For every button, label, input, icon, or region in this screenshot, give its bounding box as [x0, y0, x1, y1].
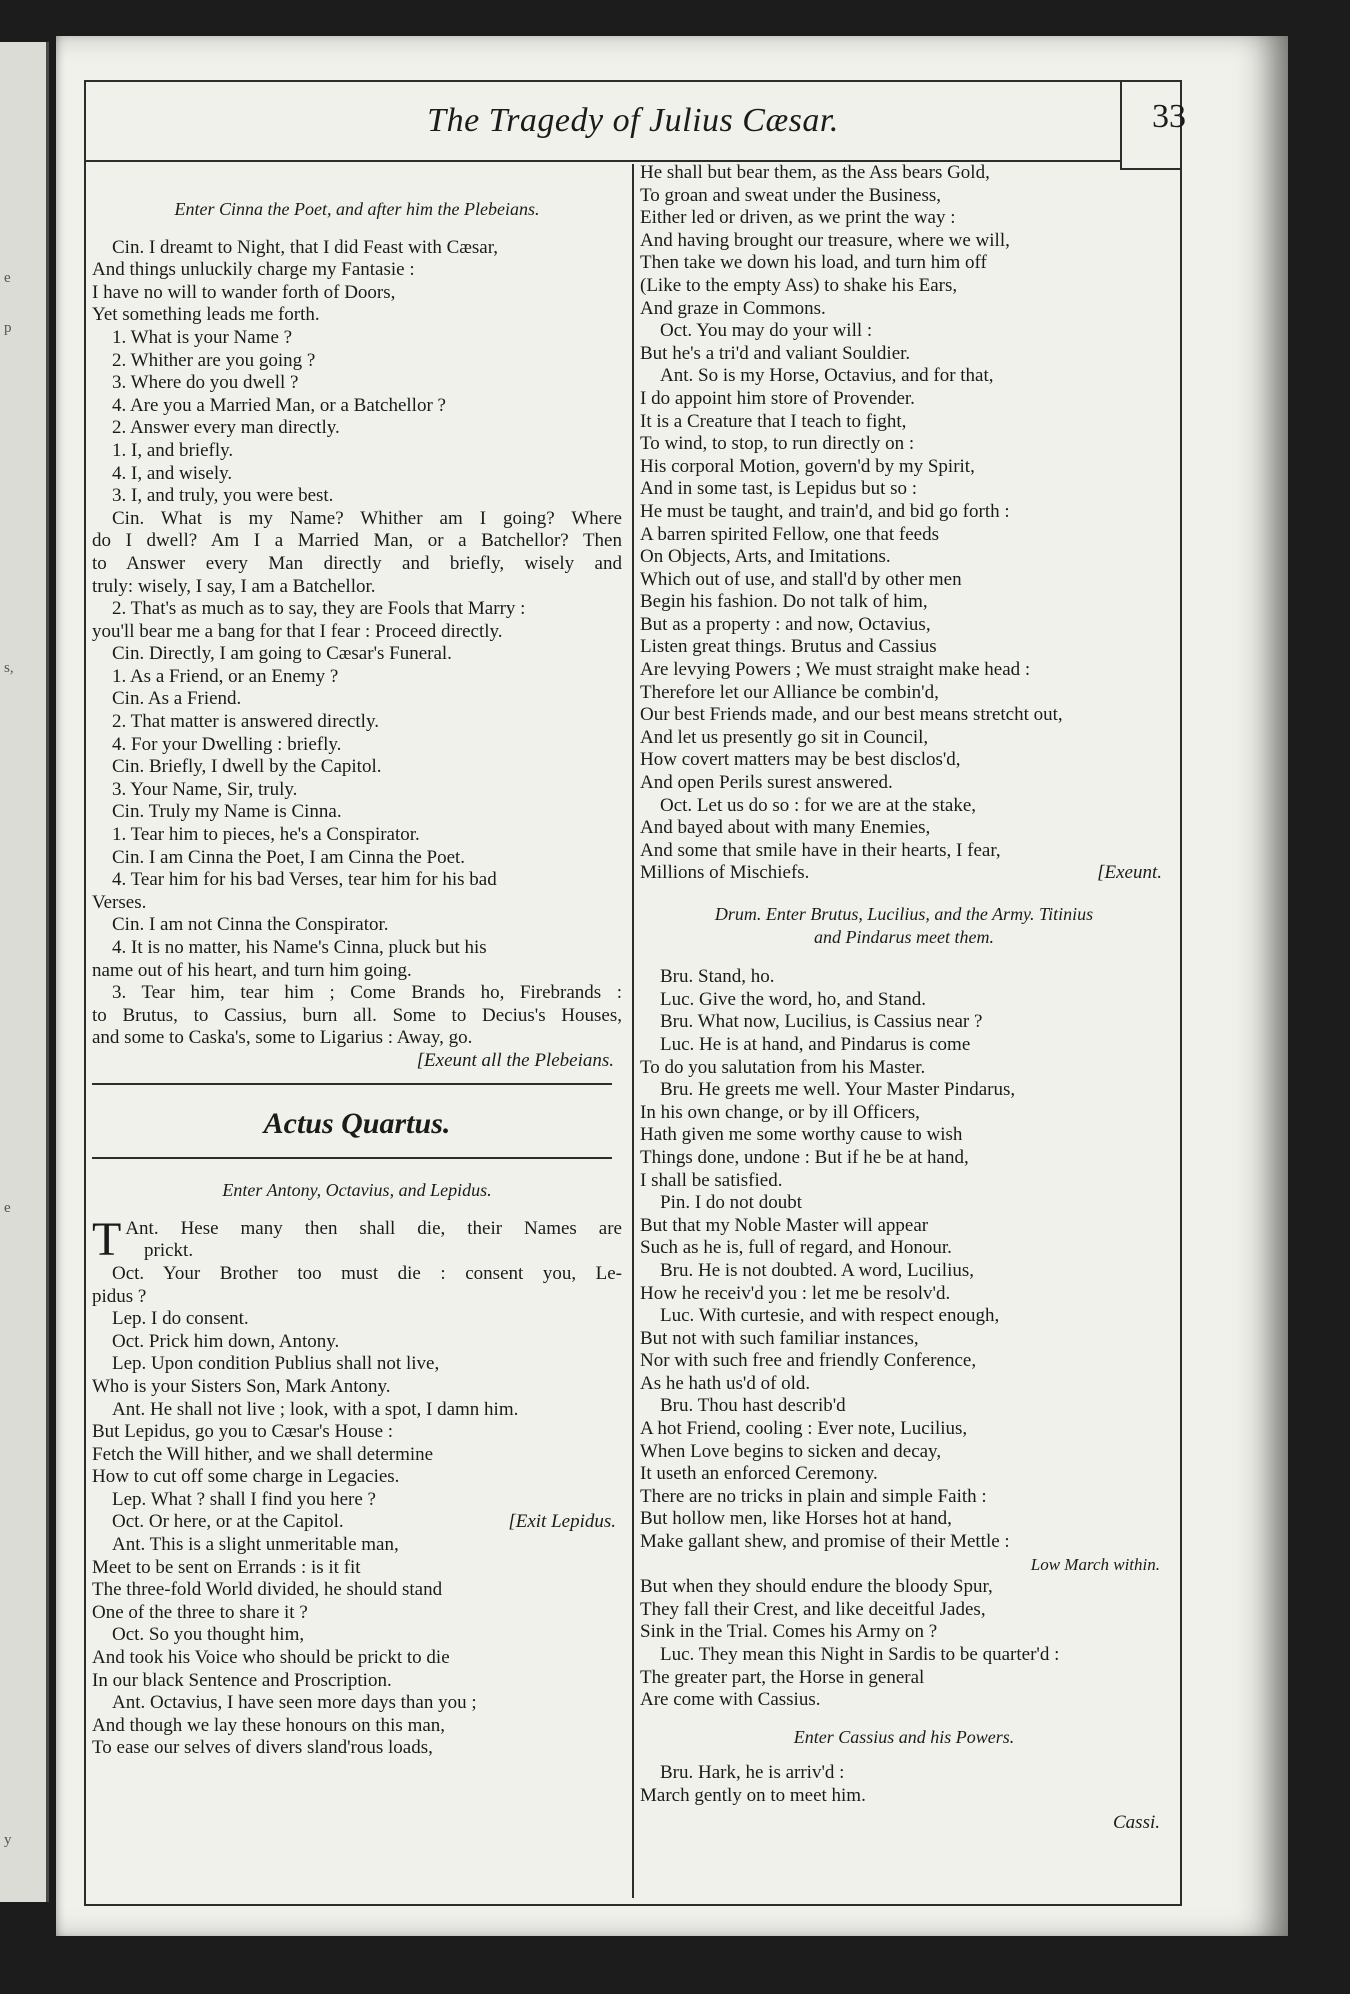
text-line: Luc. They mean this Night in Sardis to be quarter'd :: [660, 1644, 1060, 1665]
text-line: 1. As a Friend, or an Enemy ?: [112, 665, 339, 687]
text-line: Ant. This is a slight unmeritable man,: [112, 1534, 399, 1556]
opening-lines: [92, 1212, 622, 1266]
margin-fragment: p: [4, 320, 12, 336]
text-line: Ant. Hese many then shall die, their Names are: [125, 1217, 622, 1239]
text-line: 1. What is your Name ?: [112, 326, 293, 348]
text-line: Cin. Truly my Name is Cinna.: [112, 801, 342, 823]
text-line: And graze in Commons.: [640, 297, 826, 319]
text-line: His corporal Motion, govern'd by my Spirit,: [640, 455, 975, 477]
text-line: And things unluckily charge my Fantasie :: [92, 259, 415, 281]
text-line: Millions of Mischiefs. [Exeunt.: [640, 862, 1168, 885]
margin-fragment: y: [4, 1832, 12, 1848]
text-line: Bru. Stand, ho.: [660, 966, 775, 988]
text-line: When Love begins to sicken and decay,: [640, 1440, 942, 1462]
text-line: Cin. I am not Cinna the Conspirator.: [112, 914, 389, 936]
text-line: Oct. Or here, or at the Capitol. [Exit Lepidus.: [92, 1511, 622, 1534]
text-line: Pin. I do not doubt: [660, 1192, 802, 1214]
stage-direction: Enter Cassius and his Powers.: [793, 1726, 1015, 1747]
text-line: They fall their Crest, and like deceitful Jades,: [640, 1598, 986, 1620]
text-line: Oct. Let us do so : for we are at the stake,: [660, 794, 977, 816]
text-line: Bru. Hark, he is arriv'd :: [660, 1762, 845, 1784]
text-line: Then take we down his load, and turn him off: [640, 252, 987, 274]
text-block: [640, 966, 1168, 1553]
text-line: Oct. Prick him down, Antony.: [112, 1330, 340, 1352]
section-rule: [92, 1157, 612, 1159]
text-block: [92, 1263, 622, 1760]
catchword: Cassi.: [1113, 1811, 1160, 1833]
text-line: Our best Friends made, and our best means stretcht out,: [640, 704, 1063, 726]
text-line: And though we lay these honours on this man,: [92, 1714, 446, 1736]
text-line: Cin. Briefly, I dwell by the Capitol.: [112, 756, 382, 778]
text-line: Bru. What now, Lucilius, is Cassius near ?: [660, 1011, 983, 1033]
text-line: Therefore let our Alliance be combin'd,: [640, 681, 939, 703]
text-line: Bru. Thou hast describ'd: [660, 1395, 846, 1417]
text-line: Bru. He is not doubted. A word, Lucilius,: [660, 1259, 975, 1281]
text-line: do I dwell? Am I a Married Man, or a Batchellor? Then: [92, 530, 622, 552]
text-line: 2. Answer every man directly.: [112, 417, 340, 439]
text-line: Things done, undone : But if he be at hand,: [640, 1146, 969, 1168]
text-line: 4. For your Dwelling : briefly.: [112, 733, 342, 755]
text-line: 4. Tear him for his bad Verses, tear him for his bad: [112, 869, 497, 891]
stage-direction-exit: [Exeunt.: [1097, 862, 1162, 884]
text-line: 4. It is no matter, his Name's Cinna, pluck but his: [112, 937, 487, 958]
text-line: Nor with such free and friendly Conference,: [640, 1350, 977, 1372]
text-line: A hot Friend, cooling : Ever note, Lucilius,: [640, 1418, 968, 1440]
text-line: (Like to the empty Ass) to shake his Ears,: [640, 274, 958, 296]
text-line: Are come with Cassius.: [640, 1689, 821, 1711]
text-line: Are levying Powers ; We must straight make head :: [640, 659, 1031, 681]
text-line: Such as he is, full of regard, and Honour.: [640, 1237, 952, 1259]
text-line: But hollow men, like Horses hot at hand,: [640, 1508, 952, 1530]
running-title: The Tragedy of Julius Cæsar.: [427, 102, 839, 139]
text-line: 1. I, and briefly.: [112, 439, 234, 461]
text-line: As he hath us'd of old.: [640, 1372, 811, 1394]
text-line: It useth an enforced Ceremony.: [640, 1463, 878, 1485]
text-line: In his own change, or by ill Officers,: [640, 1101, 920, 1123]
text-line: There are no tricks in plain and simple Faith :: [640, 1485, 987, 1507]
text-line: But that my Noble Master will appear: [640, 1214, 929, 1236]
text-line: 3. Where do you dwell ?: [112, 372, 299, 394]
stage-direction: Enter Antony, Octavius, and Lepidus.: [222, 1180, 492, 1201]
right-column: [640, 162, 1168, 1834]
text-line: To do you salutation from his Master.: [640, 1056, 926, 1078]
text-line: But as a property : and now, Octavius,: [640, 613, 931, 635]
text-line: 3. Tear him, tear him ; Come Brands ho, Firebrands :: [112, 982, 622, 1004]
text-line: But not with such familiar instances,: [640, 1327, 919, 1349]
text-line: Cin. I am Cinna the Poet, I am Cinna the Poet.: [112, 846, 466, 868]
text-line: 2. Whither are you going ?: [112, 349, 316, 371]
text-line: I have no will to wander forth of Doors,: [92, 281, 396, 303]
text-line: Luc. He is at hand, and Pindarus is come: [660, 1033, 971, 1055]
text-line: truly: wisely, I say, I am a Batchellor.: [92, 575, 376, 597]
text-line: to Answer every Man directly and briefly, wisely and: [92, 552, 622, 574]
text-line: And bayed about with many Enemies,: [640, 817, 931, 839]
text-line: 2. That's as much as to say, they are Fools that Marry :: [112, 598, 526, 620]
text-line: Who is your Sisters Son, Mark Antony.: [92, 1375, 391, 1397]
text-block: [640, 1762, 1168, 1807]
text-line: To ease our selves of divers sland'rous loads,: [92, 1737, 433, 1759]
text-line: I do appoint him store of Provender.: [640, 387, 915, 409]
text-line: Cin. I dreamt to Night, that I did Feast with Cæsar,: [112, 236, 499, 258]
text-line: Oct. So you thought him,: [112, 1624, 305, 1646]
text-line: But he's a tri'd and valiant Souldier.: [640, 342, 911, 364]
text-line: And open Perils surest answered.: [640, 772, 893, 794]
text-line: 2. That matter is answered directly.: [112, 711, 379, 733]
text-line: Which out of use, and stall'd by other men: [640, 568, 962, 590]
text-line: Meet to be sent on Errands : is it fit: [92, 1556, 361, 1578]
text-line: Cin. As a Friend.: [112, 688, 242, 710]
page-number: 33: [1152, 98, 1186, 135]
text-line: Listen great things. Brutus and Cassius: [640, 636, 937, 658]
text-line: Bru. He greets me well. Your Master Pindarus,: [660, 1079, 1016, 1101]
text-block: [640, 1576, 1168, 1712]
text-line: To groan and sweat under the Business,: [640, 184, 942, 206]
text-line: you'll bear me a bang for that I fear : Proceed directly.: [92, 620, 503, 642]
text-line: to Brutus, to Cassius, burn all. Some to Decius's Houses,: [92, 1004, 622, 1026]
text-line: To wind, to stop, to run directly on :: [640, 433, 915, 455]
text-line: One of the three to share it ?: [92, 1601, 308, 1623]
page-frame: [84, 80, 1186, 1906]
text-line: prickt.: [144, 1240, 194, 1262]
text-line: 4. Are you a Married Man, or a Batchellor ?: [112, 394, 446, 416]
text-line: How covert matters may be best disclos'd,: [640, 749, 961, 771]
text-line: And took his Voice who should be prickt to die: [92, 1647, 450, 1669]
column-divider: [632, 164, 634, 1898]
text-line: I shall be satisfied.: [640, 1169, 783, 1191]
text-line: The greater part, the Horse in general: [640, 1666, 925, 1688]
text-line: 3. I, and truly, you were best.: [112, 485, 334, 507]
text-line: Ant. He shall not live ; look, with a spot, I damn him.: [112, 1398, 519, 1420]
book-page: [56, 36, 1288, 1936]
text-line: And having brought our treasure, where we will,: [640, 229, 1010, 251]
stage-direction: Drum. Enter Brutus, Lucilius, and the Army. Titinius: [714, 904, 1094, 924]
text-line: Verses.: [92, 891, 147, 913]
text-line: pidus ?: [92, 1285, 147, 1307]
text-line: Either led or driven, as we print the way :: [640, 207, 956, 229]
text-line: But Lepidus, go you to Cæsar's House :: [92, 1421, 394, 1443]
stage-direction: Enter Cinna the Poet, and after him the Plebeians.: [174, 199, 540, 219]
text-line: Luc. Give the word, ho, and Stand.: [660, 988, 926, 1010]
text-line: Cin. What is my Name? Whither am I going? Where: [112, 507, 622, 529]
text-line: 1. Tear him to pieces, he's a Conspirator.: [112, 824, 420, 846]
text-line: Hath given me some worthy cause to wish: [640, 1124, 963, 1146]
text-line: and some to Caska's, some to Ligarius : Away, go.: [92, 1027, 473, 1049]
text-line: Cin. Directly, I am going to Cæsar's Funeral.: [112, 643, 452, 665]
stage-direction: Low March within.: [1030, 1554, 1160, 1574]
stage-direction: and Pindarus meet them.: [814, 926, 994, 947]
text-line: Oct. You may do your will :: [660, 320, 873, 342]
text-line: Luc. With curtesie, and with respect enough,: [660, 1305, 1000, 1327]
text-line: Ant. So is my Horse, Octavius, and for that,: [660, 365, 994, 387]
text-line: Fetch the Will hither, and we shall determine: [92, 1443, 434, 1465]
text-line: But when they should endure the bloody Spur,: [640, 1576, 993, 1598]
text-line: Yet something leads me forth.: [92, 304, 320, 326]
text-line: He shall but bear them, as the Ass bears Gold,: [640, 162, 990, 183]
text-line: Lep. Upon condition Publius shall not live,: [112, 1353, 440, 1375]
drop-capital: T: [92, 1212, 122, 1266]
left-column: [92, 162, 622, 1760]
text-block: [92, 237, 622, 1050]
act-heading: Actus Quartus.: [263, 1106, 451, 1140]
text-block: [640, 162, 1168, 885]
text-line: A barren spirited Fellow, one that feeds: [640, 523, 939, 545]
text-line: And some that smile have in their hearts, I fear,: [640, 839, 1001, 861]
text-line: Sink in the Trial. Comes his Army on ?: [640, 1621, 938, 1643]
facing-page-edge: [0, 42, 49, 1902]
text-line: In our black Sentence and Proscription.: [92, 1669, 392, 1691]
margin-fragment: s,: [4, 660, 14, 676]
text-line: Make gallant shew, and promise of their Mettle :: [640, 1531, 1010, 1553]
stage-direction-exit: [Exeunt all the Plebeians.: [416, 1049, 614, 1071]
stage-direction-exit: [Exit Lepidus.: [508, 1511, 616, 1533]
text-line: He must be taught, and train'd, and bid go forth :: [640, 500, 1010, 522]
text-line: The three-fold World divided, he should stand: [92, 1579, 443, 1601]
text-line: Begin his fashion. Do not talk of him,: [640, 591, 928, 613]
text-line: Oct. Your Brother too must die : consent you, Le-: [112, 1262, 622, 1284]
text-line: Lep. I do consent.: [112, 1308, 249, 1330]
text-line: How to cut off some charge in Legacies.: [92, 1466, 400, 1488]
text-line: 3. Your Name, Sir, truly.: [112, 778, 298, 800]
text-line: Ant. Octavius, I have seen more days than you ;: [112, 1692, 477, 1714]
text-line: name out of his heart, and turn him going.: [92, 959, 412, 981]
text-line: And in some tast, is Lepidus but so :: [640, 478, 918, 500]
text-line: It is a Creature that I teach to fight,: [640, 410, 907, 432]
margin-fragment: e: [4, 1200, 11, 1216]
section-rule: [92, 1083, 612, 1085]
text-line: And let us presently go sit in Council,: [640, 726, 929, 748]
text-line: Lep. What ? shall I find you here ?: [112, 1488, 376, 1510]
text-line: 4. I, and wisely.: [112, 462, 233, 484]
text-line: On Objects, Arts, and Imitations.: [640, 546, 891, 568]
margin-fragment: e: [4, 270, 11, 286]
text-line: How he receiv'd you : let me be resolv'd.: [640, 1282, 951, 1304]
text-line: March gently on to meet him.: [640, 1784, 866, 1806]
